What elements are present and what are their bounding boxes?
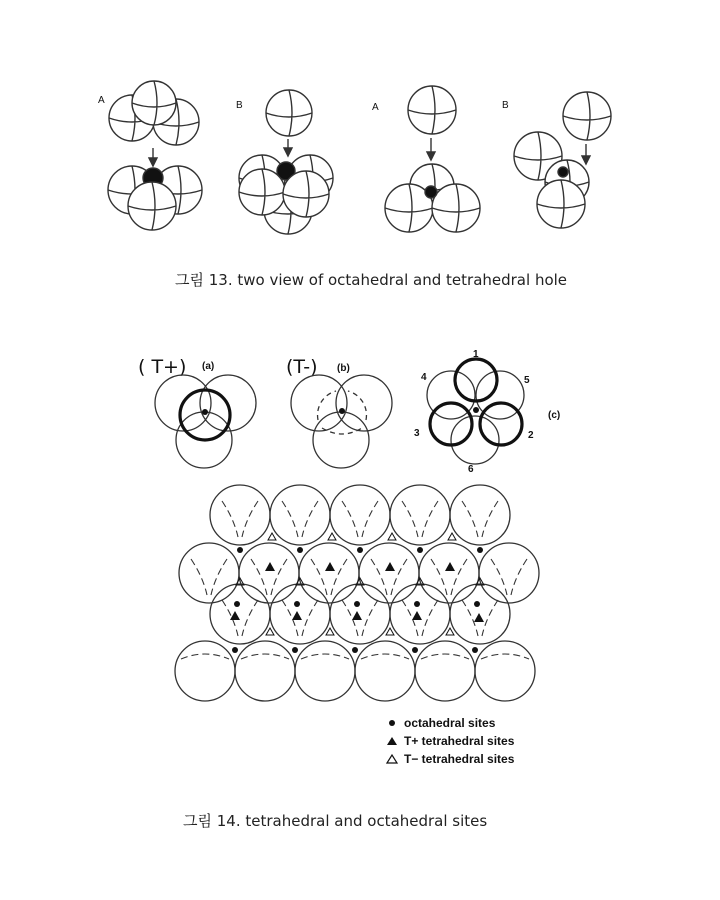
t-plus-site-triangle — [325, 562, 335, 571]
octahedral-dot-icon — [389, 720, 395, 726]
octahedral-site-dot — [294, 601, 300, 607]
lattice-sphere — [419, 543, 479, 603]
lattice-sphere — [415, 641, 475, 701]
lattice-sphere — [390, 485, 450, 545]
lattice-sphere — [359, 543, 419, 603]
sites-legend — [387, 716, 515, 766]
lattice-arc — [462, 501, 498, 537]
lattice-arc — [481, 654, 529, 659]
panel-tag-t-plus: ( T+) — [138, 356, 187, 378]
lattice-sphere — [179, 543, 239, 603]
lattice-sphere — [210, 584, 270, 644]
t-minus-site-triangle — [326, 628, 334, 635]
octahedral-site-dot — [292, 647, 298, 653]
lattice-arc — [421, 654, 469, 659]
lattice-arc — [402, 501, 438, 537]
site-number-1: 1 — [473, 349, 479, 360]
t-plus-site-triangle — [385, 562, 395, 571]
t-plus-site-triangle — [412, 611, 422, 620]
t-minus-site-triangle — [448, 533, 456, 540]
lattice-arc — [282, 501, 318, 537]
lattice-sphere — [210, 485, 270, 545]
lattice-arc — [342, 501, 378, 537]
site-number-5: 5 — [524, 375, 530, 386]
octahedral-site-dot — [357, 547, 363, 553]
lattice-arc — [222, 600, 258, 636]
octahedral-site-dot — [232, 647, 238, 653]
octahedral-site-dot — [352, 647, 358, 653]
lattice-arc — [222, 501, 258, 537]
panel-sub-c: (c) — [548, 410, 561, 421]
octahedral-site-dot — [297, 547, 303, 553]
figure-14-caption: 그림 14. tetrahedral and octahedral sites — [183, 812, 488, 830]
panel-tag-t-minus: (T-) — [286, 356, 318, 378]
t-minus-site-triangle — [386, 628, 394, 635]
lattice-sphere — [235, 641, 295, 701]
site-number-4: 4 — [421, 372, 427, 383]
lattice-arc — [301, 654, 349, 659]
figure-14-small-panels — [138, 349, 560, 475]
lattice-sphere — [390, 584, 450, 644]
panel-label-a1: A — [98, 95, 105, 106]
t-plus-site-triangle — [474, 613, 484, 622]
open-triangle-icon — [387, 755, 397, 763]
lattice-sphere — [450, 485, 510, 545]
lattice-sphere — [475, 641, 535, 701]
lattice-arc — [361, 654, 409, 659]
lattice-sphere — [299, 543, 359, 603]
lattice-sphere — [450, 584, 510, 644]
octahedral-site-dot — [237, 547, 243, 553]
t-plus-site-triangle — [445, 562, 455, 571]
lattice-sphere — [239, 543, 299, 603]
lattice-sphere — [295, 641, 355, 701]
tetrahedral-hole-view-a — [385, 86, 480, 232]
lattice-sphere — [270, 485, 330, 545]
octahedral-site-dot — [477, 547, 483, 553]
t-plus-site-triangle — [352, 611, 362, 620]
panel-label-b1: B — [236, 100, 243, 111]
lattice-sphere — [330, 485, 390, 545]
octahedral-site-dot — [414, 601, 420, 607]
filled-triangle-icon — [387, 737, 397, 745]
legend-label-t-plus: T+ tetrahedral sites — [404, 734, 515, 748]
site-number-2: 2 — [528, 430, 534, 441]
site-number-6: 6 — [468, 464, 474, 475]
t-minus-site-triangle — [268, 533, 276, 540]
lattice-arc — [241, 654, 289, 659]
figure-13-caption: 그림 13. two view of octahedral and tetrahedral hole — [175, 271, 568, 289]
t-plus-site-triangle — [265, 562, 275, 571]
lattice-arc — [181, 654, 229, 659]
lattice-sphere — [355, 641, 415, 701]
panel-sub-b: (b) — [337, 363, 350, 374]
lattice-sphere — [270, 584, 330, 644]
panel-sub-a: (a) — [202, 361, 215, 372]
octahedral-site-dot — [472, 647, 478, 653]
octahedral-hole-view-b — [239, 90, 333, 234]
lattice-sphere — [479, 543, 539, 603]
tetrahedral-hole-view-b — [514, 92, 611, 228]
lattice-sphere — [330, 584, 390, 644]
octahedral-site-dot — [354, 601, 360, 607]
lattice-sphere — [175, 641, 235, 701]
t-plus-site-triangle — [292, 611, 302, 620]
panel-label-b2: B — [502, 100, 509, 111]
site-number-3: 3 — [414, 428, 420, 439]
close-packed-layer-lattice — [175, 485, 539, 701]
octahedral-site-dot — [474, 601, 480, 607]
t-minus-site-triangle — [446, 628, 454, 635]
t-plus-site-triangle — [230, 611, 240, 620]
octahedral-site-dot — [412, 647, 418, 653]
t-minus-site-triangle — [328, 533, 336, 540]
panel-label-a2: A — [372, 102, 379, 113]
legend-label-t-minus: T− tetrahedral sites — [404, 752, 515, 766]
t-minus-site-triangle — [266, 628, 274, 635]
numbered-diagram — [427, 359, 524, 464]
t-plus-diagram — [155, 375, 256, 468]
octahedral-site-dot — [234, 601, 240, 607]
legend-label-octahedral: octahedral sites — [404, 716, 496, 730]
figure-13-drawings — [98, 81, 611, 234]
octahedral-site-dot — [417, 547, 423, 553]
t-minus-site-triangle — [388, 533, 396, 540]
octahedral-hole-view-a — [108, 81, 202, 230]
t-minus-diagram — [291, 375, 392, 468]
